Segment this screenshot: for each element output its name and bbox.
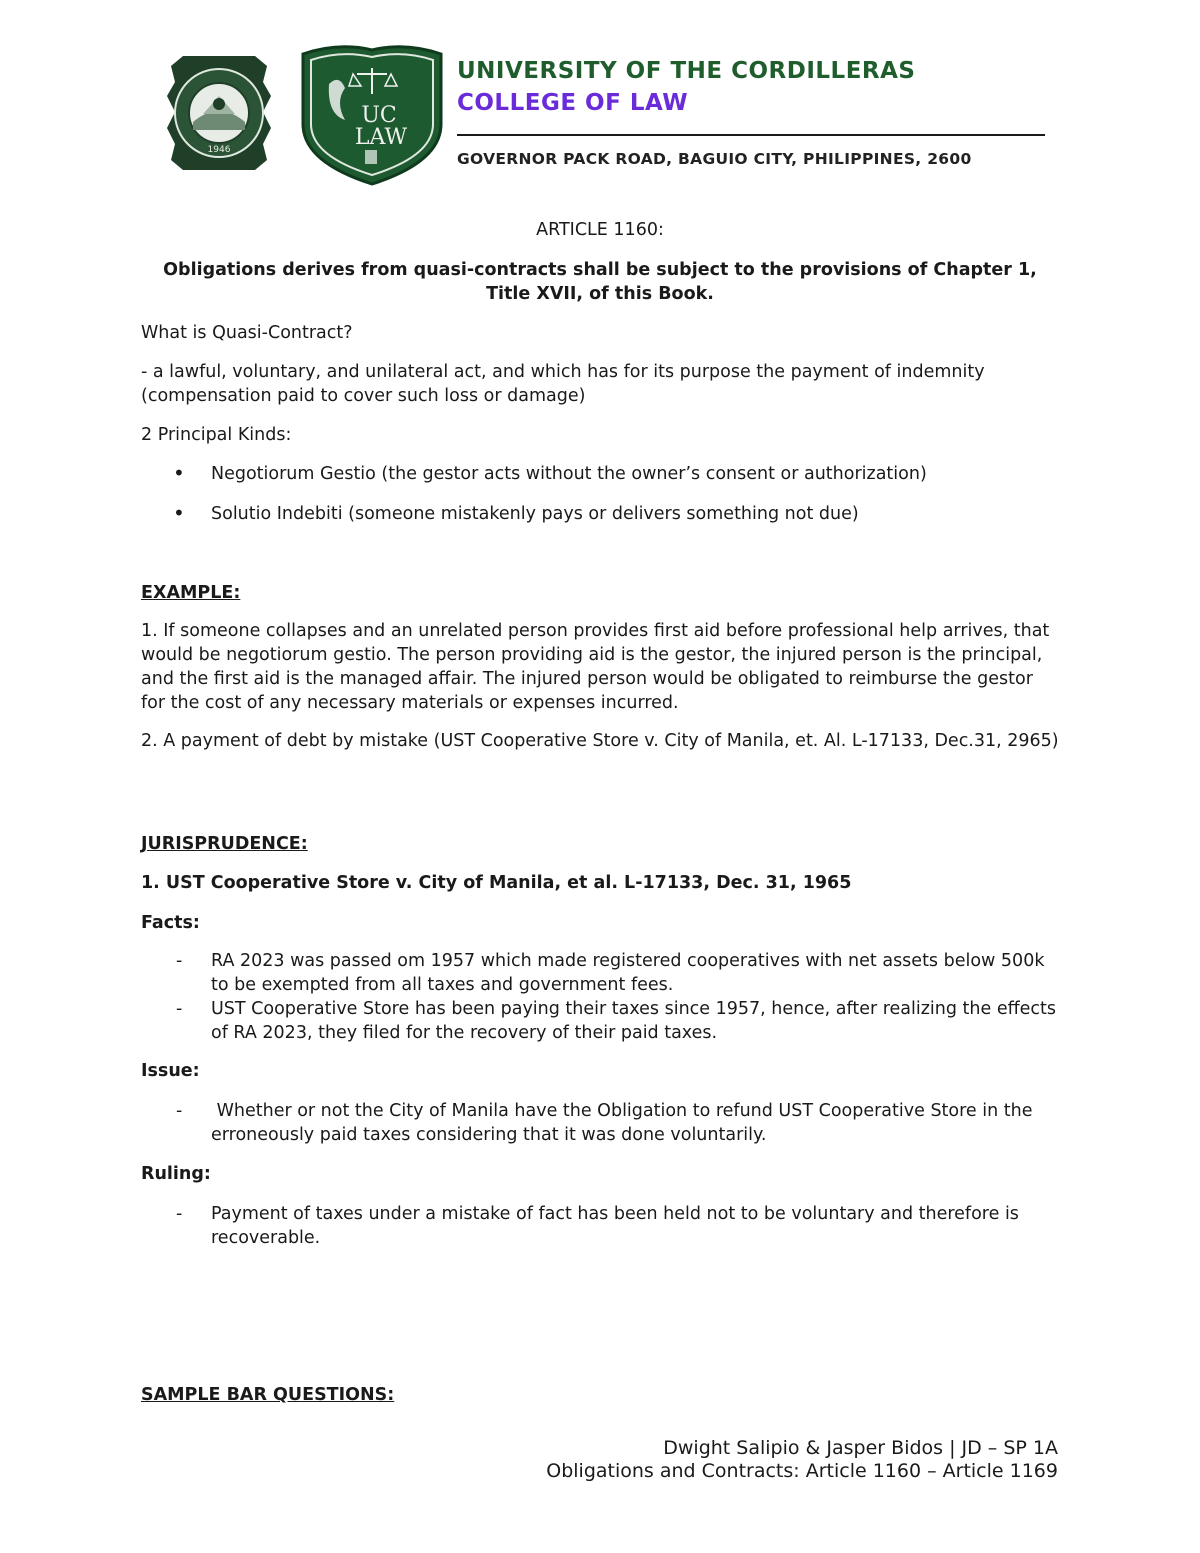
ruling-label: Ruling:	[141, 1164, 211, 1184]
definition-answer: - a lawful, voluntary, and unilateral act, and which has for its purpose the payment of indemnity (compensation paid to cover such loss or damage)	[141, 362, 985, 406]
dash-bullet: -	[176, 999, 183, 1019]
case-title: 1. UST Cooperative Store v. City of Manila, et al. L-17133, Dec. 31, 1965	[141, 873, 852, 893]
svg-text:UC: UC	[361, 103, 397, 128]
bullet-icon: •	[173, 461, 185, 485]
article-title: ARTICLE 1160:	[536, 220, 664, 240]
example-item-1: 1. If someone collapses and an unrelated person provides first aid before professional help arrives, that would be negotiorum gestio. The person providing aid is the gestor, the injured person is the principal, and the first aid is the managed affair. The injured person would be obligated to reimburse the gestor for the cost of any necessary materials or expenses incurred.	[141, 621, 1050, 713]
kind-item-1: Negotiorum Gestio (the gestor acts without the owner’s consent or authorization)	[211, 464, 927, 484]
university-address: GOVERNOR PACK ROAD, BAGUIO CITY, PHILIPPINES, 2600	[457, 150, 972, 168]
dash-bullet: -	[176, 1101, 183, 1121]
article-text-line-1: Obligations derives from quasi-contracts shall be subject to the provisions of Chapter 1,	[163, 260, 1037, 280]
university-seal-logo	[163, 52, 275, 174]
svg-text:1946: 1946	[207, 145, 231, 155]
jurisprudence-heading: JURISPRUDENCE:	[141, 834, 308, 854]
example-item-2: 2. A payment of debt by mistake (UST Cooperative Store v. City of Manila, et. Al. L-17133, Dec.31, 2965)	[141, 731, 1059, 751]
dash-bullet: -	[176, 1204, 183, 1224]
footer-course: Obligations and Contracts: Article 1160 – Article 1169	[546, 1460, 1058, 1482]
fact-item-2: UST Cooperative Store has been paying their taxes since 1957, hence, after realizing the effects of RA 2023, they filed for the recovery of their paid taxes.	[211, 999, 1057, 1043]
university-name: UNIVERSITY OF THE CORDILLERAS	[457, 58, 916, 84]
letterhead	[0, 0, 1200, 200]
svg-text:LAW: LAW	[354, 125, 408, 150]
dash-bullet: -	[176, 951, 183, 971]
kind-item-2: Solutio Indebiti (someone mistakenly pays or delivers something not due)	[211, 504, 859, 524]
college-name: COLLEGE OF LAW	[457, 90, 689, 116]
issue-label: Issue:	[141, 1061, 200, 1081]
article-text-line-2: Title XVII, of this Book.	[486, 284, 714, 304]
issue-text: Whether or not the City of Manila have the Obligation to refund UST Cooperative Store in the erroneously paid taxes considering that it was done voluntarily.	[211, 1101, 1039, 1145]
kinds-heading: 2 Principal Kinds:	[141, 425, 292, 445]
footer-authors: Dwight Salipio & Jasper Bidos | JD – SP 1A	[663, 1437, 1058, 1459]
example-heading: EXAMPLE:	[141, 583, 241, 603]
ruling-text: Payment of taxes under a mistake of fact has been held not to be voluntary and therefore is recoverable.	[211, 1204, 1019, 1248]
definition-question: What is Quasi-Contract?	[141, 323, 353, 343]
uc-law-shield-logo	[299, 44, 445, 186]
facts-label: Facts:	[141, 913, 200, 933]
header-divider	[457, 134, 1045, 136]
fact-item-1: RA 2023 was passed om 1957 which made registered cooperatives with net assets below 500k to be exempted from all taxes and government fees.	[211, 951, 1045, 995]
bullet-icon: •	[173, 501, 185, 525]
bar-questions-heading: SAMPLE BAR QUESTIONS:	[141, 1385, 395, 1405]
